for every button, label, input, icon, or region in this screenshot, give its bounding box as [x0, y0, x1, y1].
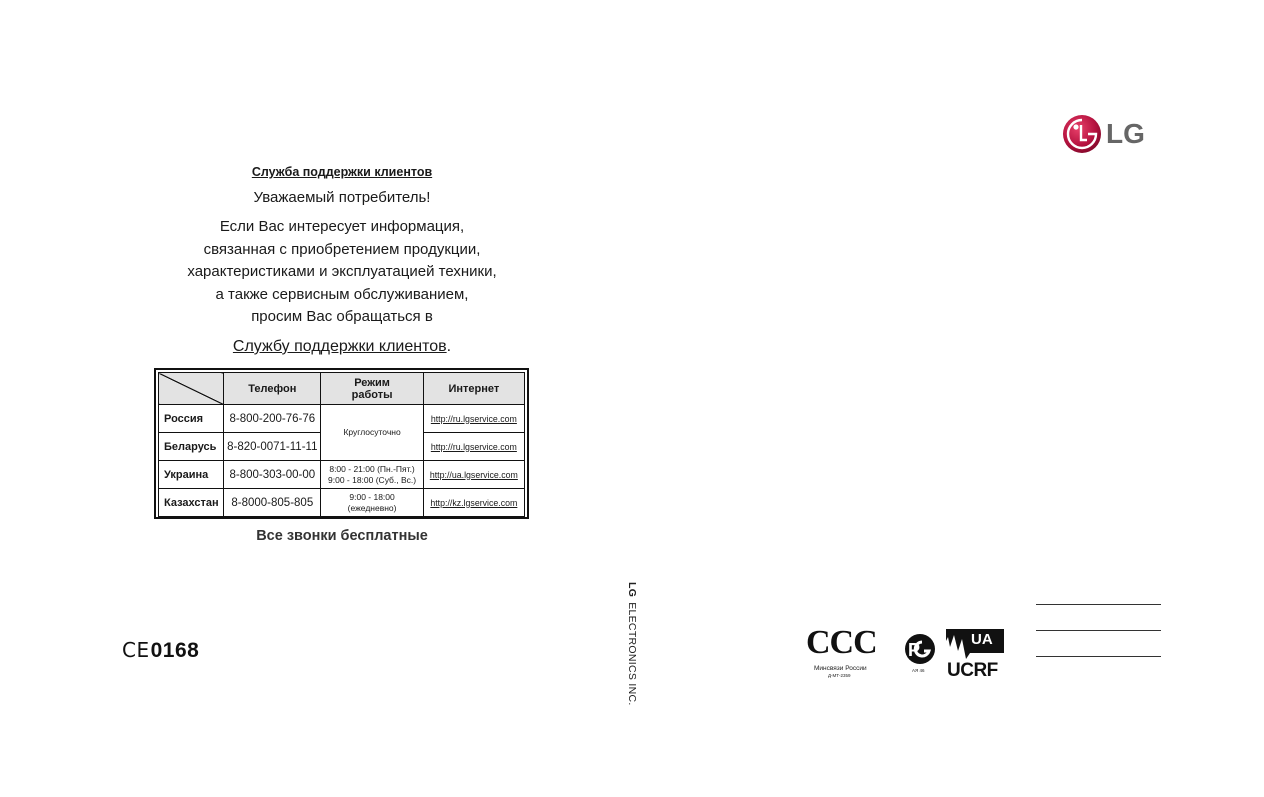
phone-cell: 8-800-303-00-00	[224, 461, 321, 489]
ccc-letters: CCC	[806, 624, 877, 661]
lg-logo-text: LG	[1106, 118, 1145, 149]
link-suffix: .	[446, 338, 452, 355]
url-cell: http://ru.lgservice.com	[423, 405, 524, 433]
svg-text:P: P	[908, 640, 921, 660]
ucrf-label: UCRF	[947, 660, 998, 681]
mode-text: 8:00 - 21:00 (Пн.-Пят.) 9:00 - 18:00 (Суб., Вс.)	[328, 464, 417, 485]
blank-line	[1036, 604, 1161, 605]
mode-cell	[321, 461, 423, 489]
country-cell: Беларусь	[159, 433, 224, 461]
ce-mark	[122, 638, 199, 663]
table-row	[159, 405, 525, 433]
header-mode	[321, 373, 423, 405]
ccc-code: Д-МТ-2359	[828, 673, 851, 678]
phone-cell: 8-820-0071-11-11	[224, 433, 321, 461]
header-internet: Интернет	[423, 373, 524, 405]
header-phone: Телефон	[224, 373, 321, 405]
mode-cell: Круглосуточно	[321, 405, 423, 461]
lg-face-icon	[1062, 114, 1102, 154]
body-line: характеристиками и эксплуатацией техники,	[187, 263, 497, 281]
mode-text: 9:00 - 18:00 (ежедневно)	[347, 492, 397, 513]
lg-logo	[1062, 114, 1152, 156]
url-cell: http://kz.lgservice.com	[423, 489, 524, 517]
greeting: Уважаемый потребитель!	[253, 189, 431, 206]
support-service-link: Службу поддержки клиентов	[232, 338, 447, 355]
blank-line	[1036, 630, 1161, 631]
table-row	[159, 461, 525, 489]
ccc-logo	[806, 624, 892, 678]
country-cell: Казахстан	[159, 489, 224, 517]
ce-number: 0168	[150, 639, 200, 662]
pct-mark-icon	[903, 632, 937, 666]
support-table-frame	[154, 368, 529, 519]
support-body	[154, 216, 530, 329]
support-title: Служба поддержки клиентов	[251, 165, 433, 179]
spine-company: ELECTRONICS INC.	[626, 602, 638, 706]
spine-brand: LG	[626, 582, 638, 598]
spine-text	[626, 582, 638, 706]
free-calls-note: Все звонки бесплатные	[256, 528, 428, 544]
blank-line	[1036, 656, 1161, 657]
body-line: связанная с приобретением продукции,	[203, 240, 481, 258]
ua-label: UA	[971, 631, 993, 648]
table-row	[159, 489, 525, 517]
ce-symbol: CE	[122, 638, 150, 662]
pct-code: АЯ 46	[912, 668, 925, 673]
support-link-line	[154, 338, 530, 356]
header-mode-label: Режим работы	[351, 376, 393, 401]
support-table	[158, 372, 525, 517]
ucrf-logo	[946, 629, 1006, 681]
phone-cell: 8-8000-805-805	[224, 489, 321, 517]
ccc-subtitle: Минсвязи России	[814, 665, 867, 672]
table-corner-cell	[159, 373, 224, 405]
country-cell: Россия	[159, 405, 224, 433]
url-cell: http://ru.lgservice.com	[423, 433, 524, 461]
body-line: Если Вас интересует информация,	[219, 218, 465, 235]
mode-cell	[321, 489, 423, 517]
body-line: просим Вас обращаться в	[251, 308, 433, 326]
country-cell: Украина	[159, 461, 224, 489]
table-header-row	[159, 373, 525, 405]
body-line: а также сервисным обслуживанием,	[215, 285, 469, 303]
phone-cell: 8-800-200-76-76	[224, 405, 321, 433]
url-cell: http://ua.lgservice.com	[423, 461, 524, 489]
pct-logo	[903, 632, 939, 678]
